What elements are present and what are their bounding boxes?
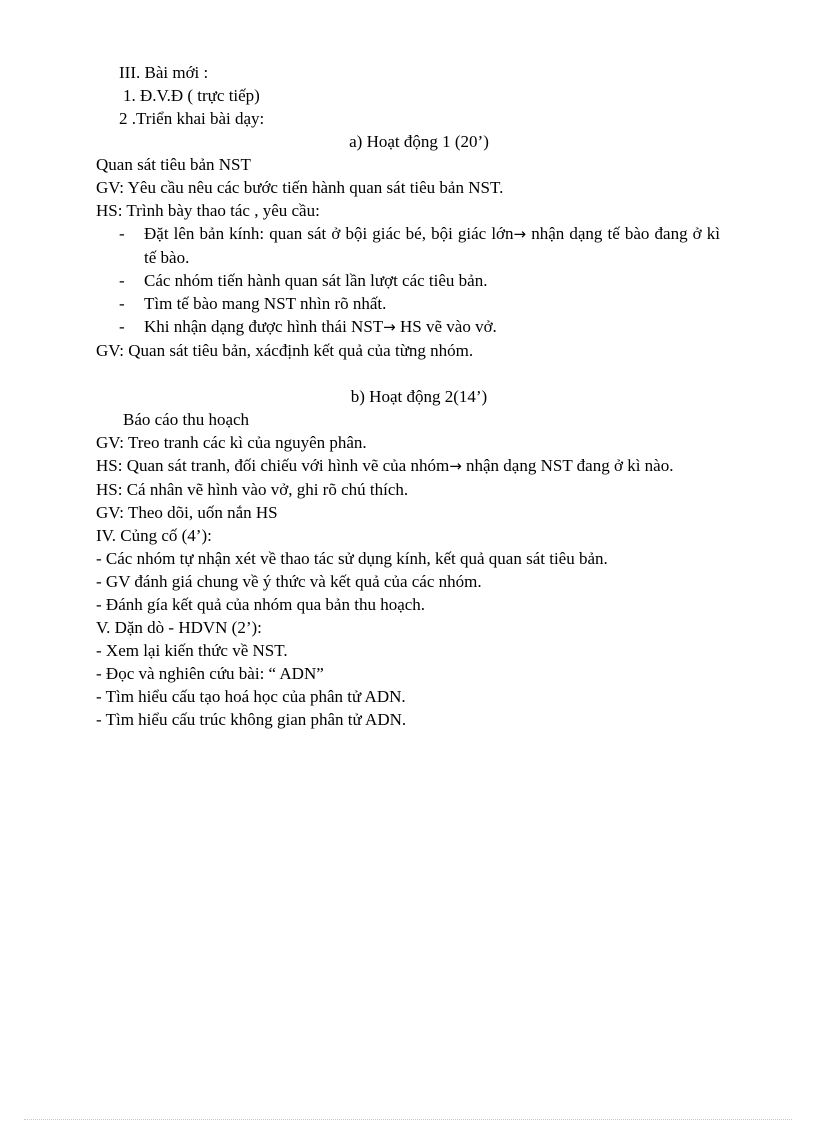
section-iv-line: - GV đánh giá chung về ý thức và kết quả của các nhóm.: [96, 572, 482, 591]
section-v-heading: V. Dặn dò - HDVN (2’):: [96, 618, 262, 637]
hs-text: HS: Quan sát tranh, đối chiếu với hình vẽ của nhóm: [96, 456, 450, 475]
bullet-item: [96, 222, 720, 269]
arrow-icon: →: [449, 457, 462, 475]
section-iv-line: - Các nhóm tự nhận xét về thao tác sử dụng kính, kết quả quan sát tiêu bản.: [96, 549, 608, 568]
bullet-text: Khi nhận dạng được hình thái NST: [144, 317, 384, 336]
activity-2-title: b) Hoạt động 2(14’): [350, 387, 488, 406]
bullet-dash: -: [119, 271, 125, 290]
spacer: [96, 362, 720, 385]
activity-1-gv-line-2: GV: Quan sát tiêu bản, xácđịnh kết quả của từng nhóm.: [96, 341, 474, 360]
bullet-text-cont: nhận dạng tế bào đang ở kì tế bào.: [144, 224, 720, 267]
activity-1-gv-line-1: GV: Yêu cầu nêu các bước tiến hành quan sát tiêu bản NST.: [96, 178, 504, 197]
hs-text-cont: nhận dạng NST đang ở kì nào.: [461, 456, 674, 475]
bullet-dash: -: [119, 224, 125, 243]
section-v-line: - Tìm hiểu cấu tạo hoá học của phân tử ADN.: [96, 687, 406, 706]
bullet-text-cont: HS vẽ vào vở.: [395, 317, 497, 336]
activity-2-gv-line-1: GV: Treo tranh các kì của nguyên phân.: [96, 433, 367, 452]
bullet-dash: -: [119, 317, 125, 336]
bullet-item: [96, 315, 720, 339]
bullet-text: Các nhóm tiến hành quan sát lần lượt các tiêu bản.: [144, 271, 488, 290]
section-iii-heading: III. Bài mới :: [119, 63, 209, 82]
activity-1-hs-line-1: HS: Trình bày thao tác , yêu cầu:: [96, 201, 320, 220]
document-page: [96, 61, 720, 731]
arrow-icon: →: [513, 225, 527, 243]
bullet-text: Tìm tế bào mang NST nhìn rõ nhất.: [144, 294, 387, 313]
activity-2-subtitle: Báo cáo thu hoạch: [123, 410, 250, 429]
bullet-dash: -: [119, 294, 125, 313]
activity-1-title: a) Hoạt động 1 (20’): [349, 132, 489, 151]
page-bottom-divider: [24, 1119, 792, 1120]
activity-2-hs-line-2: HS: Cá nhân vẽ hình vào vở, ghi rõ chú thích.: [96, 480, 409, 499]
item-1: 1. Đ.V.Đ ( trực tiếp): [123, 86, 260, 105]
bullet-item: [96, 269, 720, 292]
arrow-icon: →: [383, 318, 396, 336]
item-2: 2 .Triển khai bài dạy:: [119, 109, 265, 128]
bullet-item: [96, 292, 720, 315]
activity-2-gv-line-2: GV: Theo dõi, uốn nắn HS: [96, 503, 278, 522]
section-v-line: - Tìm hiểu cấu trúc không gian phân tử ADN.: [96, 710, 407, 729]
section-iv-heading: IV. Củng cố (4’):: [96, 526, 212, 545]
bullet-text: Đặt lên bản kính: quan sát ở bội giác bé, bội giác lớn: [144, 224, 514, 243]
section-v-line: - Xem lại kiến thức về NST.: [96, 641, 288, 660]
section-iv-line: - Đánh gía kết quả của nhóm qua bản thu hoạch.: [96, 595, 426, 614]
activity-2-hs-line-1: [96, 454, 720, 478]
section-v-line: - Đọc và nghiên cứu bài: “ ADN”: [96, 664, 324, 683]
activity-1-subtitle: Quan sát tiêu bản NST: [96, 155, 251, 174]
